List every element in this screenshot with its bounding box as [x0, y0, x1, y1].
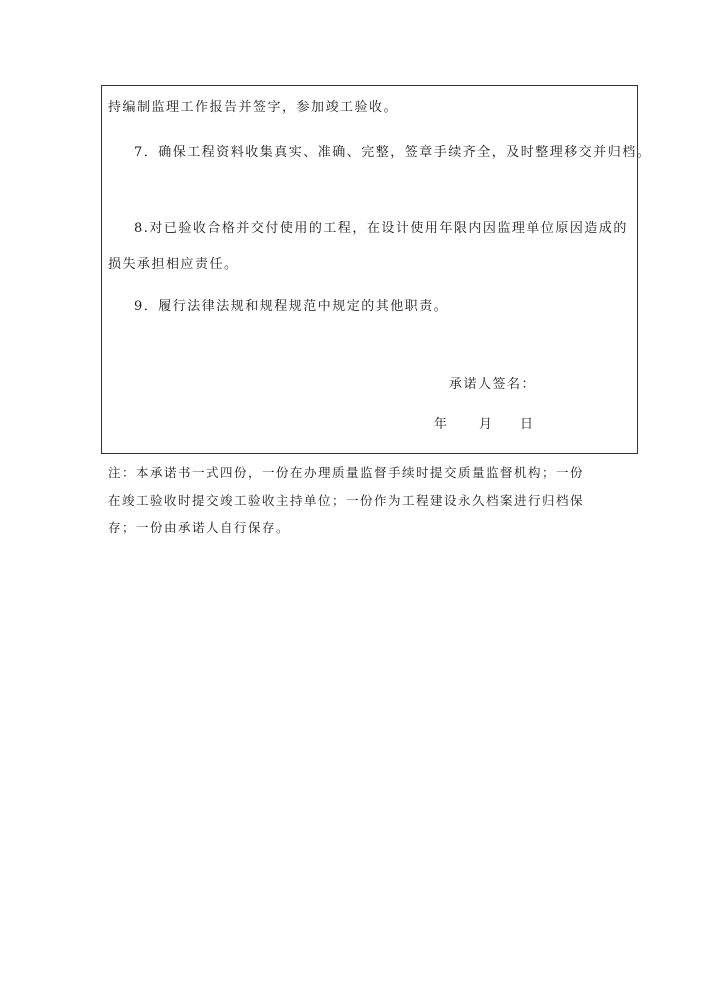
note-line-1: 注：本承诺书一式四份，一份在办理质量监督手续时提交质量监督机构；一份 — [108, 465, 585, 480]
duty-item-9: 9．履行法律法规和规程规范中规定的其他职责。 — [134, 299, 449, 314]
note-line-2: 在竣工验收时提交竣工验收主持单位；一份作为工程建设永久档案进行归档保 — [108, 493, 585, 508]
note-line-3: 存；一份由承诺人自行保存。 — [108, 520, 291, 535]
date-day: 日 — [520, 417, 535, 432]
date-year: 年 — [434, 417, 449, 432]
signature-label: 承诺人签名： — [449, 377, 537, 392]
duty-item-8-line-1: 8.对已验收合格并交付使用的工程，在设计使用年限内因监理单位原因造成的 — [134, 221, 628, 236]
duty-item-8-line-2: 损失承担相应责任。 — [108, 257, 239, 272]
duty-continued-text: 持编制监理工作报告并签字，参加竣工验收。 — [108, 100, 399, 115]
duty-item-7: 7．确保工程资料收集真实、准确、完整，签章手续齐全，及时整理移交并归档。 — [134, 145, 652, 160]
date-month: 月 — [479, 417, 494, 432]
